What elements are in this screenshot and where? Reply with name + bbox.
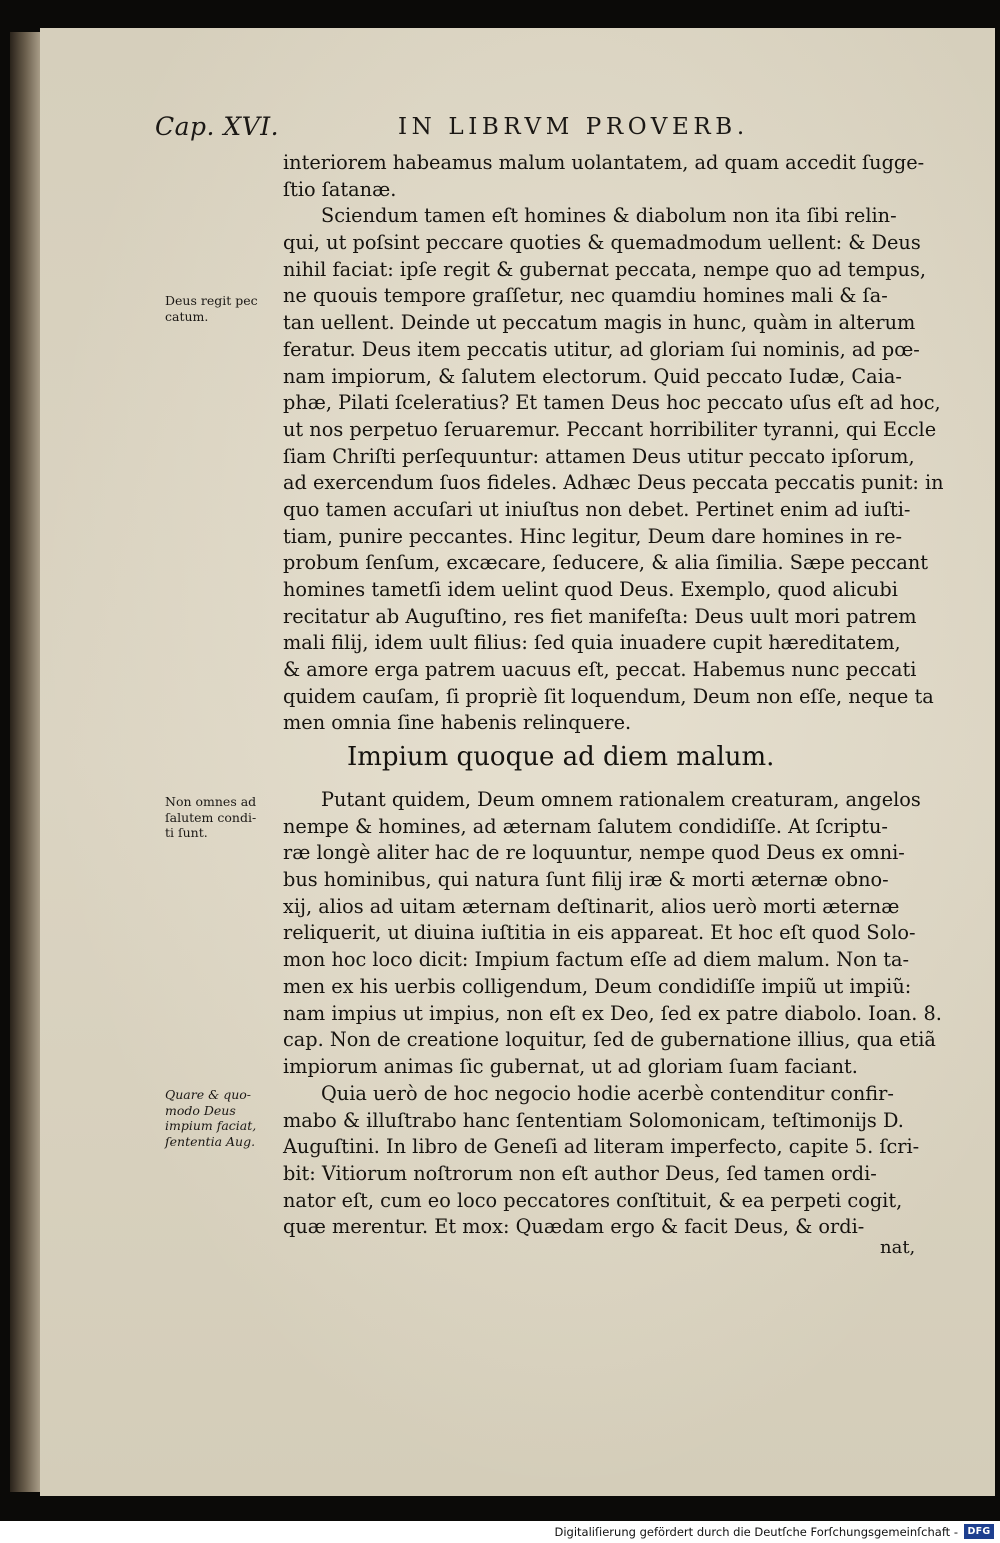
body-text-block-2 (283, 786, 942, 1080)
text-line: men omnia ſine habenis relinquere. (283, 711, 632, 735)
text-line: ſtio ſatanæ. (283, 177, 397, 201)
marginal-line: Deus regit pec (165, 293, 258, 308)
digitization-footer (0, 1521, 1000, 1543)
text-line: men ex his uerbis colligendum, Deum condidiſſe impiũ ut impiũ: (283, 974, 912, 998)
text-line: cap. Non de creatione loquitur, ſed de gubernatione illius, qua etiã (283, 1028, 936, 1052)
text-line: & amore erga patrem uacuus eſt, peccat. Habemus nunc peccati (283, 658, 917, 682)
text-line: recitatur ab Auguſtino, res fiet manifeſta: Deus uult mori patrem (283, 604, 917, 628)
funding-credit: Digitaliſierung gefördert durch die Deutſche Forſchungsgemeinſchaft - (554, 1525, 958, 1539)
text-line: homines tametſi idem uelint quod Deus. Exemplo, quod alicubi (283, 578, 898, 601)
text-line: ſiam Chriſti perſequuntur: attamen Deus utitur peccato ipſorum, (283, 444, 915, 468)
marginal-note-2 (165, 794, 283, 841)
marginal-note-1 (165, 293, 283, 324)
text-line: tan uellent. Deinde ut peccatum magis in hunc, quàm in alterum (283, 311, 916, 335)
binding-shadow (10, 32, 44, 1492)
text-line: quo tamen accuſari ut iniuſtus non debet. Pertinet enim ad iuſti- (283, 497, 911, 521)
text-line: mabo & illuſtrabo hanc ſententiam Solomonicam, teſtimonijs D. (283, 1108, 904, 1132)
running-title: IN LIBRVM PROVERB. (398, 114, 749, 140)
dfg-logo[interactable]: DFG (964, 1524, 994, 1539)
text-line: xij, alios ad uitam æternam deſtinarit, alios uerò morti æternæ (283, 894, 900, 918)
text-line: feratur. Deus item peccatis utitur, ad gloriam ſui nominis, ad pœ- (283, 337, 920, 361)
text-line: ne quouis tempore graſſetur, nec quamdiu homines mali & ſa- (283, 284, 888, 308)
text-line: ad exercendum ſuos fideles. Adhæc Deus peccata peccatis punit: in (283, 471, 944, 495)
text-line: tiam, punire peccantes. Hinc legitur, Deum dare homines in re- (283, 524, 903, 548)
text-line: qui, ut poſsint peccare quoties & quemadmodum uellent: & Deus (283, 231, 921, 255)
text-line: nator eſt, cum eo loco peccatores conſtituit, & ea perpeti cogit, (283, 1188, 903, 1212)
marginal-line: ſententia Aug. (165, 1133, 256, 1149)
body-text-block-3 (283, 1080, 929, 1240)
text-line: probum ſenſum, excæcare, ſeducere, & alia ſimilia. Sæpe peccant (283, 551, 928, 575)
text-line: impiorum animas ſic gubernat, ut ad gloriam ſuam faciant. (283, 1054, 858, 1078)
text-line: Sciendum tamen eſt homines & diabolum non ita ſibi relin- (321, 204, 897, 228)
catchword: nat, (880, 1237, 916, 1258)
body-text-block-1 (283, 150, 944, 737)
marginal-note-3 (165, 1087, 283, 1149)
text-line: Quia uerò de hoc negocio hodie acerbè contenditur confir- (321, 1082, 894, 1105)
text-line: mali filij, idem uult filius: ſed quia inuadere cupit hæreditatem, (283, 631, 901, 655)
marginal-line: Non omnes ad (165, 794, 257, 809)
text-line: interiorem habeamus malum uolantatem, ad quam accedit ſugge- (283, 151, 925, 174)
marginal-line: ti ſunt. (165, 825, 208, 840)
text-line: nam impiorum, & ſalutem electorum. Quid peccato Iudæ, Caia- (283, 364, 902, 388)
text-line: Putant quidem, Deum omnem rationalem creaturam, angelos (321, 788, 921, 811)
chapter-label: Cap. XVI. (155, 112, 280, 141)
text-line: nam impius ut impius, non eſt ex Deo, ſed ex patre diabolo. Ioan. 8. (283, 1001, 942, 1025)
text-line: phæ, Pilati ſceleratius? Et tamen Deus hoc peccato uſus eſt ad hoc, (283, 391, 941, 415)
marginal-line: impium faciat, (165, 1118, 257, 1133)
text-line: nempe & homines, ad æternam ſalutem condidiſſe. At ſcriptu- (283, 814, 888, 838)
text-line: quæ merentur. Et mox: Quædam ergo & facit Deus, & ordi- (283, 1215, 865, 1239)
page-header (155, 112, 795, 142)
text-line: reliquerit, ut diuina iuſtitia in eis appareat. Et hoc eſt quod Solo- (283, 921, 916, 945)
text-line: bit: Vitiorum noſtrorum non eſt author Deus, ſed tamen ordi- (283, 1162, 877, 1186)
text-line: nihil faciat: ipſe regit & gubernat peccata, nempe quo ad tempus, (283, 257, 926, 281)
text-line: mon hoc loco dicit: Impium factum eſſe ad diem malum. Non ta- (283, 948, 910, 972)
text-line: quidem cauſam, ſi propriè ſit loquendum, Deum non eſſe, neque ta (283, 684, 934, 708)
marginal-line: Quare & quo- (165, 1087, 251, 1102)
text-line: ræ longè aliter hac de re loquuntur, nempe quod Deus ex omni- (283, 841, 905, 865)
section-heading: Impium quoque ad diem malum. (347, 742, 775, 772)
marginal-line: ſalutem condi- (165, 809, 257, 825)
marginal-line: catum. (165, 308, 209, 324)
text-line: ut nos perpetuo ſeruaremur. Peccant horribiliter tyranni, qui Eccle (283, 417, 937, 441)
text-line: Auguſtini. In libro de Geneſi ad literam imperfecto, capite 5. ſcri- (283, 1135, 920, 1159)
text-line: bus hominibus, qui natura ſunt filij iræ & morti æternæ obno- (283, 868, 889, 892)
marginal-line: modo Deus (165, 1102, 236, 1118)
